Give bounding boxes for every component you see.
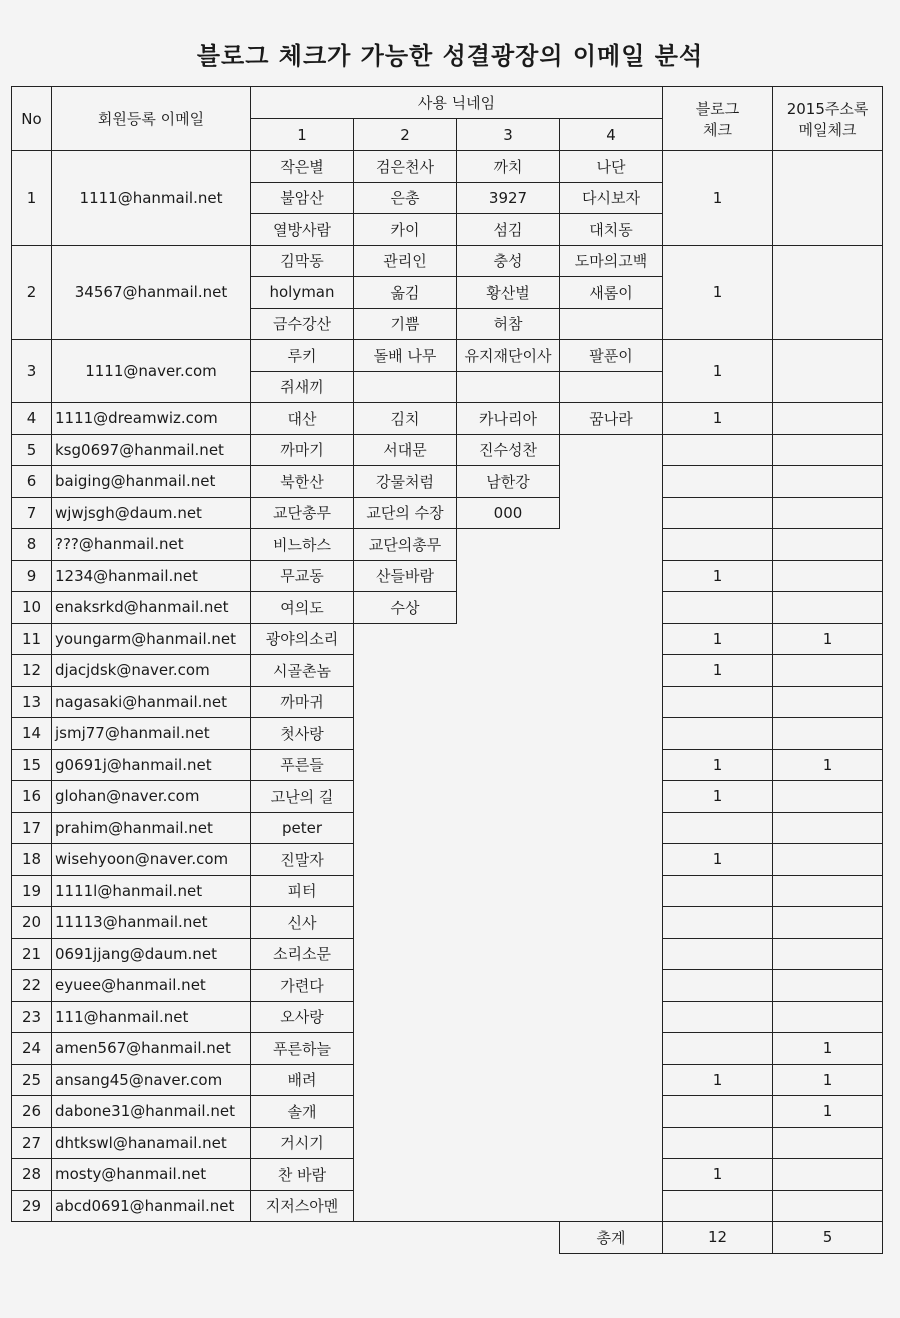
row-address-check	[773, 781, 883, 813]
nickname-cell: 카이	[354, 214, 457, 246]
empty-area	[457, 529, 663, 561]
nickname-cell: 금수강산	[251, 308, 354, 340]
nickname-cell: 팔푼이	[560, 340, 663, 372]
row-address-check	[773, 907, 883, 939]
row-address-check	[773, 245, 883, 340]
table-row	[12, 151, 883, 183]
nickname-cell: 허참	[457, 308, 560, 340]
empty-area	[354, 686, 663, 718]
header-row	[12, 87, 883, 119]
nickname-cell: 불암산	[251, 182, 354, 214]
row-address-check	[773, 340, 883, 403]
nickname-cell: 도마의고백	[560, 245, 663, 277]
row-no: 25	[12, 1064, 52, 1096]
row-blog-check	[663, 875, 773, 907]
nickname-cell: 김막동	[251, 245, 354, 277]
row-no: 26	[12, 1096, 52, 1128]
row-blog-check: 1	[663, 749, 773, 781]
table-row	[12, 781, 883, 813]
nickname-cell: 나단	[560, 151, 663, 183]
nickname-cell: 관리인	[354, 245, 457, 277]
nickname-cell: 충성	[457, 245, 560, 277]
row-email: abcd0691@hanmail.net	[52, 1190, 251, 1222]
nickname-cell: 고난의 길	[251, 781, 354, 813]
row-address-check	[773, 938, 883, 970]
nickname-cell: 북한산	[251, 466, 354, 498]
row-blog-check	[663, 1033, 773, 1065]
nickname-cell: 수상	[354, 592, 457, 624]
row-blog-check: 1	[663, 340, 773, 403]
row-address-check: 1	[773, 1096, 883, 1128]
row-address-check	[773, 718, 883, 750]
nickname-cell: 소리소문	[251, 938, 354, 970]
row-blog-check	[663, 434, 773, 466]
empty-area	[560, 434, 663, 466]
nickname-cell: 작은별	[251, 151, 354, 183]
nickname-cell: 까마기	[251, 434, 354, 466]
header-nick-col-1: 1	[251, 119, 354, 151]
row-email: prahim@hanmail.net	[52, 812, 251, 844]
header-nick-col-3: 3	[457, 119, 560, 151]
row-email: mosty@hanmail.net	[52, 1159, 251, 1191]
nickname-cell	[354, 371, 457, 403]
row-no: 21	[12, 938, 52, 970]
row-address-check	[773, 686, 883, 718]
header-blog-line1: 블로그	[695, 99, 740, 118]
row-no: 29	[12, 1190, 52, 1222]
row-blog-check: 1	[663, 844, 773, 876]
table-row	[12, 812, 883, 844]
row-address-check	[773, 497, 883, 529]
row-email: ansang45@naver.com	[52, 1064, 251, 1096]
row-no: 20	[12, 907, 52, 939]
empty-area	[354, 1096, 663, 1128]
empty-area	[354, 1001, 663, 1033]
row-address-check	[773, 560, 883, 592]
row-no: 3	[12, 340, 52, 403]
table-row	[12, 245, 883, 277]
row-blog-check: 1	[663, 655, 773, 687]
table-row	[12, 655, 883, 687]
row-no: 24	[12, 1033, 52, 1065]
row-blog-check: 1	[663, 151, 773, 246]
nickname-cell: 섬김	[457, 214, 560, 246]
header-blog-line2: 체크	[703, 120, 733, 139]
table-row	[12, 497, 883, 529]
empty-area	[354, 1064, 663, 1096]
header-nick-col-4: 4	[560, 119, 663, 151]
nickname-cell: 서대문	[354, 434, 457, 466]
nickname-cell: 광야의소리	[251, 623, 354, 655]
row-address-check	[773, 592, 883, 624]
row-address-check	[773, 655, 883, 687]
row-email: dhtkswl@hanamail.net	[52, 1127, 251, 1159]
row-no: 15	[12, 749, 52, 781]
row-address-check	[773, 403, 883, 435]
row-email: amen567@hanmail.net	[52, 1033, 251, 1065]
empty-area	[354, 623, 663, 655]
row-blog-check: 1	[663, 781, 773, 813]
row-no: 1	[12, 151, 52, 246]
row-address-check: 1	[773, 623, 883, 655]
nickname-cell: holyman	[251, 277, 354, 309]
empty-area	[457, 560, 663, 592]
table-row	[12, 686, 883, 718]
row-blog-check	[663, 970, 773, 1002]
row-no: 7	[12, 497, 52, 529]
email-analysis-table	[11, 86, 883, 1254]
empty-area	[354, 875, 663, 907]
row-blog-check: 1	[663, 1064, 773, 1096]
row-no: 16	[12, 781, 52, 813]
nickname-cell: 배려	[251, 1064, 354, 1096]
row-blog-check	[663, 1190, 773, 1222]
row-email: wjwjsgh@daum.net	[52, 497, 251, 529]
row-no: 17	[12, 812, 52, 844]
table-row	[12, 466, 883, 498]
row-email: youngarm@hanmail.net	[52, 623, 251, 655]
empty-area	[354, 1127, 663, 1159]
row-email: wisehyoon@naver.com	[52, 844, 251, 876]
row-email: eyuee@hanmail.net	[52, 970, 251, 1002]
nickname-cell: 여의도	[251, 592, 354, 624]
row-email: nagasaki@hanmail.net	[52, 686, 251, 718]
table-row	[12, 529, 883, 561]
header-nickname-group: 사용 닉네임	[251, 87, 663, 119]
nickname-cell: 카나리아	[457, 403, 560, 435]
row-no: 4	[12, 403, 52, 435]
row-address-check: 1	[773, 1064, 883, 1096]
row-no: 14	[12, 718, 52, 750]
row-email: 11113@hanmail.net	[52, 907, 251, 939]
total-label: 총계	[560, 1222, 663, 1254]
row-email: 1111@dreamwiz.com	[52, 403, 251, 435]
nickname-cell: 솔개	[251, 1096, 354, 1128]
nickname-cell: 찬 바람	[251, 1159, 354, 1191]
nickname-cell: 유지재단이사	[457, 340, 560, 372]
nickname-cell: 열방사람	[251, 214, 354, 246]
nickname-cell: 3927	[457, 182, 560, 214]
nickname-cell: 신사	[251, 907, 354, 939]
table-row	[12, 718, 883, 750]
nickname-cell: 교단총무	[251, 497, 354, 529]
nickname-cell: peter	[251, 812, 354, 844]
nickname-cell: 검은천사	[354, 151, 457, 183]
nickname-cell: 진수성찬	[457, 434, 560, 466]
row-address-check: 1	[773, 749, 883, 781]
table-row	[12, 340, 883, 372]
nickname-cell: 비느하스	[251, 529, 354, 561]
nickname-cell: 오사랑	[251, 1001, 354, 1033]
row-no: 8	[12, 529, 52, 561]
table-row	[12, 1159, 883, 1191]
table-row	[12, 907, 883, 939]
nickname-cell: 시골촌놈	[251, 655, 354, 687]
nickname-cell	[560, 371, 663, 403]
total-address: 5	[773, 1222, 883, 1254]
empty-area	[354, 655, 663, 687]
table-row	[12, 560, 883, 592]
empty-area	[354, 1033, 663, 1065]
row-address-check	[773, 529, 883, 561]
row-blog-check: 1	[663, 245, 773, 340]
row-email: 1234@hanmail.net	[52, 560, 251, 592]
nickname-cell: 가련다	[251, 970, 354, 1002]
empty-area	[354, 781, 663, 813]
row-blog-check	[663, 907, 773, 939]
nickname-cell: 지저스아멘	[251, 1190, 354, 1222]
row-blog-check	[663, 1127, 773, 1159]
nickname-cell: 푸른들	[251, 749, 354, 781]
nickname-cell: 새롬이	[560, 277, 663, 309]
row-email: g0691j@hanmail.net	[52, 749, 251, 781]
row-no: 10	[12, 592, 52, 624]
row-blog-check	[663, 718, 773, 750]
nickname-cell: 남한강	[457, 466, 560, 498]
row-email: 1111l@hanmail.net	[52, 875, 251, 907]
header-blog-check	[663, 87, 773, 151]
row-blog-check	[663, 1001, 773, 1033]
row-no: 22	[12, 970, 52, 1002]
empty-area	[354, 812, 663, 844]
nickname-cell: 대치동	[560, 214, 663, 246]
empty-area	[354, 970, 663, 1002]
nickname-cell: 쥐새끼	[251, 371, 354, 403]
nickname-cell: 진말자	[251, 844, 354, 876]
nickname-cell: 푸른하늘	[251, 1033, 354, 1065]
row-no: 23	[12, 1001, 52, 1033]
row-email: baiging@hanmail.net	[52, 466, 251, 498]
row-address-check	[773, 151, 883, 246]
row-address-check	[773, 1159, 883, 1191]
row-blog-check	[663, 1096, 773, 1128]
table-row	[12, 403, 883, 435]
row-no: 27	[12, 1127, 52, 1159]
row-blog-check: 1	[663, 403, 773, 435]
empty-area	[457, 592, 663, 624]
header-no: No	[12, 87, 52, 151]
empty-area	[354, 718, 663, 750]
table-row	[12, 623, 883, 655]
row-no: 11	[12, 623, 52, 655]
row-email: djacjdsk@naver.com	[52, 655, 251, 687]
row-no: 13	[12, 686, 52, 718]
nickname-cell: 김치	[354, 403, 457, 435]
row-blog-check: 1	[663, 1159, 773, 1191]
nickname-cell: 000	[457, 497, 560, 529]
table-row	[12, 970, 883, 1002]
nickname-cell: 거시기	[251, 1127, 354, 1159]
nickname-cell: 다시보자	[560, 182, 663, 214]
row-no: 5	[12, 434, 52, 466]
nickname-cell: 교단의총무	[354, 529, 457, 561]
row-no: 2	[12, 245, 52, 340]
table-row	[12, 1033, 883, 1065]
nickname-cell: 은총	[354, 182, 457, 214]
nickname-cell: 황산벌	[457, 277, 560, 309]
empty-area	[354, 907, 663, 939]
row-address-check	[773, 1001, 883, 1033]
row-email: 1111@hanmail.net	[52, 151, 251, 246]
row-no: 6	[12, 466, 52, 498]
nickname-cell: 까치	[457, 151, 560, 183]
header-email: 회원등록 이메일	[52, 87, 251, 151]
row-address-check	[773, 1127, 883, 1159]
row-email: enaksrkd@hanmail.net	[52, 592, 251, 624]
header-nick-col-2: 2	[354, 119, 457, 151]
empty-area	[560, 466, 663, 498]
empty-area	[354, 1159, 663, 1191]
row-address-check	[773, 970, 883, 1002]
row-no: 18	[12, 844, 52, 876]
row-address-check	[773, 466, 883, 498]
row-no: 28	[12, 1159, 52, 1191]
nickname-cell: 옮김	[354, 277, 457, 309]
table-row	[12, 749, 883, 781]
row-blog-check	[663, 497, 773, 529]
row-blog-check	[663, 812, 773, 844]
row-no: 19	[12, 875, 52, 907]
nickname-cell	[560, 308, 663, 340]
nickname-cell: 루키	[251, 340, 354, 372]
row-blog-check	[663, 529, 773, 561]
row-email: glohan@naver.com	[52, 781, 251, 813]
row-blog-check	[663, 938, 773, 970]
table-row	[12, 1001, 883, 1033]
row-email: 34567@hanmail.net	[52, 245, 251, 340]
total-blank	[12, 1222, 560, 1254]
row-email: ksg0697@hanmail.net	[52, 434, 251, 466]
nickname-cell: 대산	[251, 403, 354, 435]
nickname-cell: 까마귀	[251, 686, 354, 718]
table-row	[12, 875, 883, 907]
header-address-check	[773, 87, 883, 151]
row-no: 9	[12, 560, 52, 592]
row-address-check	[773, 1190, 883, 1222]
empty-area	[354, 938, 663, 970]
table-row	[12, 844, 883, 876]
nickname-cell: 교단의 수장	[354, 497, 457, 529]
nickname-cell: 산들바람	[354, 560, 457, 592]
header-addr-line1: 2015주소록	[786, 99, 869, 118]
table-row	[12, 1096, 883, 1128]
row-address-check: 1	[773, 1033, 883, 1065]
row-address-check	[773, 844, 883, 876]
nickname-cell: 피터	[251, 875, 354, 907]
nickname-cell: 무교동	[251, 560, 354, 592]
row-blog-check: 1	[663, 560, 773, 592]
nickname-cell: 첫사랑	[251, 718, 354, 750]
row-blog-check	[663, 466, 773, 498]
row-blog-check	[663, 686, 773, 718]
total-blog: 12	[663, 1222, 773, 1254]
table-row	[12, 592, 883, 624]
table-row	[12, 938, 883, 970]
row-email: 111@hanmail.net	[52, 1001, 251, 1033]
table-row	[12, 1190, 883, 1222]
page-title: 블로그 체크가 가능한 성결광장의 이메일 분석	[196, 42, 704, 70]
row-email: jsmj77@hanmail.net	[52, 718, 251, 750]
row-email: dabone31@hanmail.net	[52, 1096, 251, 1128]
nickname-cell: 기쁨	[354, 308, 457, 340]
row-address-check	[773, 875, 883, 907]
empty-area	[354, 844, 663, 876]
row-blog-check: 1	[663, 623, 773, 655]
row-address-check	[773, 434, 883, 466]
nickname-cell: 꿈나라	[560, 403, 663, 435]
row-blog-check	[663, 592, 773, 624]
row-no: 12	[12, 655, 52, 687]
row-email: ???@hanmail.net	[52, 529, 251, 561]
nickname-cell: 강물처럼	[354, 466, 457, 498]
row-email: 0691jjang@daum.net	[52, 938, 251, 970]
row-email: 1111@naver.com	[52, 340, 251, 403]
row-address-check	[773, 812, 883, 844]
empty-area	[560, 497, 663, 529]
header-addr-line2: 메일체크	[798, 120, 857, 139]
empty-area	[354, 1190, 663, 1222]
table-row	[12, 1127, 883, 1159]
empty-area	[354, 749, 663, 781]
table-row	[12, 434, 883, 466]
table-row	[12, 1064, 883, 1096]
nickname-cell: 돌배 나무	[354, 340, 457, 372]
nickname-cell	[457, 371, 560, 403]
total-row	[12, 1222, 883, 1254]
